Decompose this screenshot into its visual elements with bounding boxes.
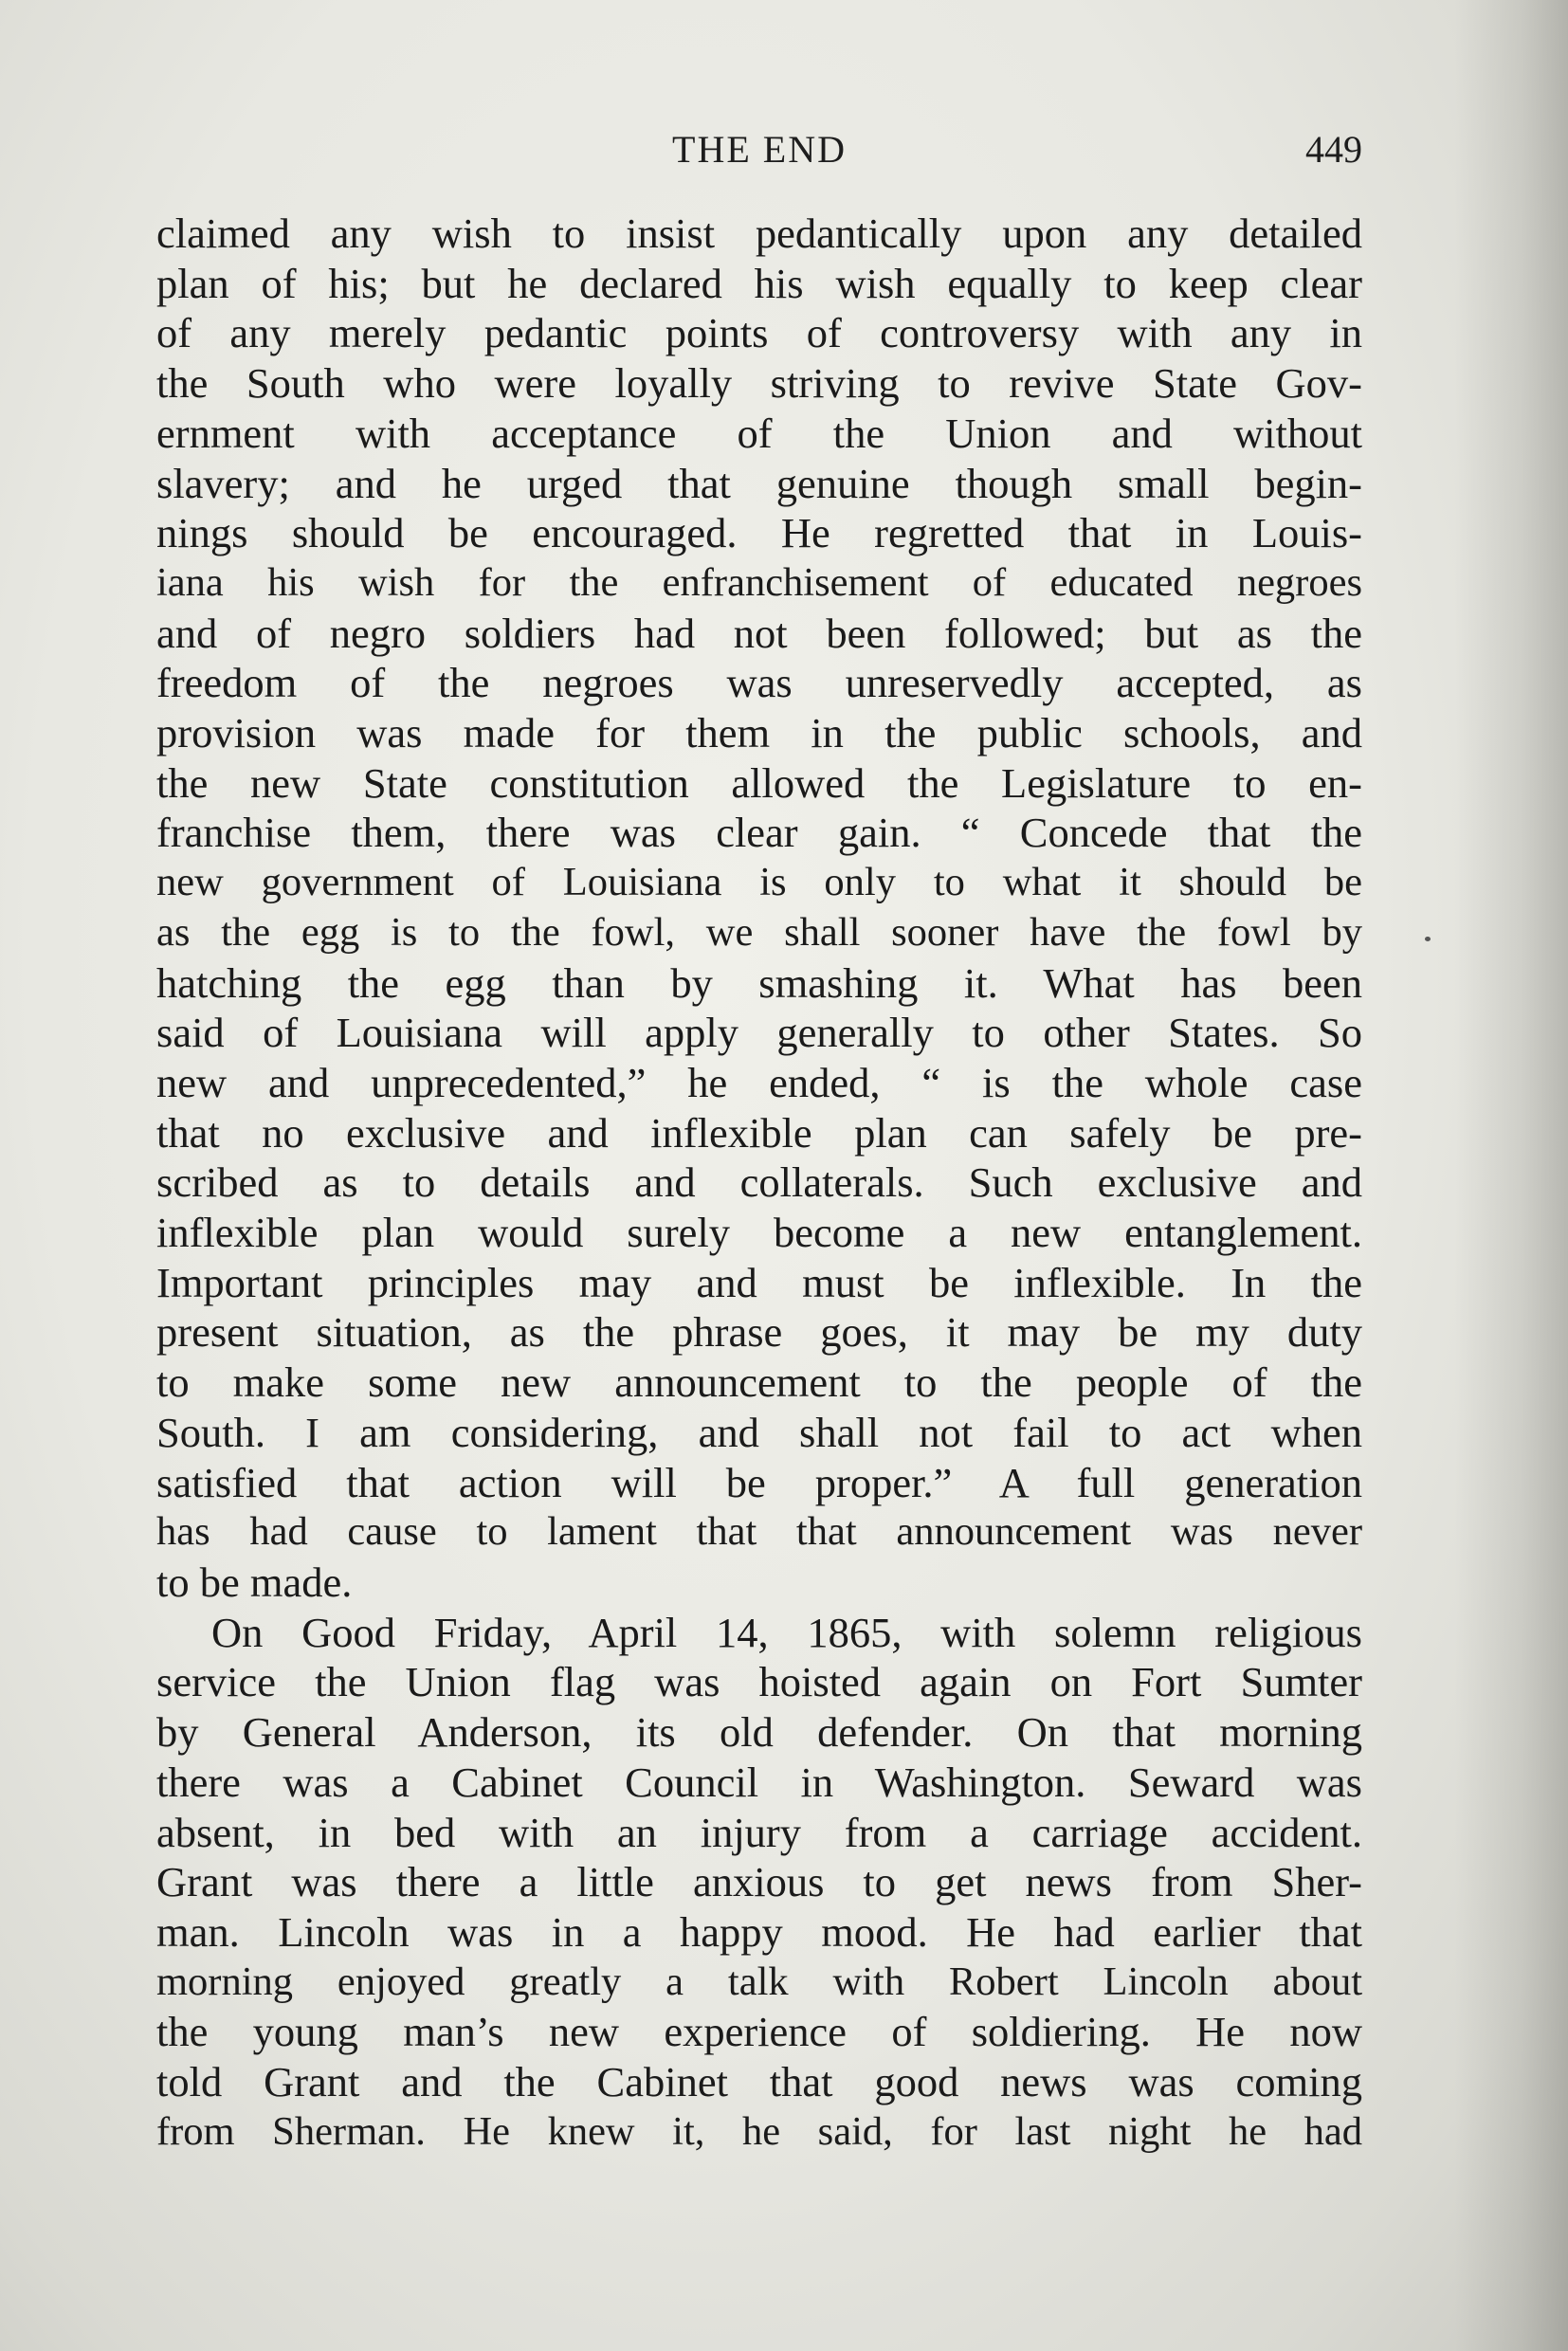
text-line: hatching the egg than by smashing it. What has been <box>156 958 1362 1007</box>
text-line: told Grant and the Cabinet that good news was coming <box>156 2058 1362 2106</box>
text-line: nings should be encouraged. He regretted that in Louis- <box>156 509 1362 557</box>
text-line: said of Louisiana will apply generally to other States. So <box>156 1009 1362 1057</box>
text-line: to make some new announcement to the people of the <box>156 1358 1362 1407</box>
text-line: plan of his; but he declared his wish equally to keep clear <box>156 259 1362 307</box>
text-line: the new State constitution allowed the Legislature to en- <box>156 758 1362 807</box>
text-line: scribed as to details and collaterals. Such exclusive and <box>156 1158 1362 1207</box>
text-line: franchise them, there was clear gain. “ Concede that the <box>156 809 1362 857</box>
text-line: iana his wish for the enfranchisement of educated negroes <box>156 559 1362 605</box>
text-line: the South who were loyally striving to revive State Gov- <box>156 359 1362 408</box>
text-line: new and unprecedented,” he ended, “ is the whole case <box>156 1058 1362 1106</box>
body-text <box>156 209 1362 2157</box>
text-line: Important principles may and must be inflexible. In the <box>156 1258 1362 1306</box>
text-line: South. I am considering, and shall not fail to act when <box>156 1408 1362 1456</box>
text-line: morning enjoyed greatly a talk with Robert Lincoln about <box>156 1959 1362 2004</box>
text-line: by General Anderson, its old defender. On that morning <box>156 1708 1362 1757</box>
text-line: to be made. <box>156 1558 353 1606</box>
text-line: as the egg is to the fowl, we shall sooner have the fowl by <box>156 909 1362 955</box>
text-line: there was a Cabinet Council in Washington. Seward was <box>156 1758 1362 1806</box>
paper-speck <box>1425 937 1431 941</box>
text-line: claimed any wish to insist pedantically upon any detailed <box>156 210 1362 257</box>
text-line: present situation, as the phrase goes, it may be my duty <box>156 1308 1362 1357</box>
text-line: ernment with acceptance of the Union and without <box>156 409 1362 457</box>
running-head: THE END <box>672 128 847 171</box>
text-line: absent, in bed with an injury from a carriage accident. <box>156 1808 1362 1856</box>
text-line: slavery; and he urged that genuine though small begin- <box>156 459 1362 507</box>
text-line: service the Union flag was hoisted again on Fort Sumter <box>156 1658 1362 1706</box>
text-line: man. Lincoln was in a happy mood. He had earlier that <box>156 1907 1362 1956</box>
text-line: has had cause to lament that that announcement was never <box>156 1509 1362 1555</box>
text-line: of any merely pedantic points of controversy with any in <box>156 309 1362 357</box>
text-line: inflexible plan would surely become a new entanglement. <box>156 1209 1362 1257</box>
text-line: freedom of the negroes was unreservedly accepted, as <box>156 659 1362 707</box>
text-line: from Sherman. He knew it, he said, for last night he had <box>156 2108 1362 2154</box>
text-line: that no exclusive and inflexible plan can safely be pre- <box>156 1108 1362 1157</box>
text-line: On Good Friday, April 14, 1865, with solemn religious <box>211 1608 1362 1656</box>
text-line: and of negro soldiers had not been followed; but as the <box>156 609 1362 657</box>
page-number: 449 <box>1305 128 1362 171</box>
text-line: the young man’s new experience of soldiering. He now <box>156 2008 1362 2056</box>
text-line: satisfied that action will be proper.” A full generation <box>156 1458 1362 1506</box>
text-line: new government of Louisiana is only to what it should be <box>156 860 1362 905</box>
paragraph <box>156 1608 1362 2158</box>
text-line: provision was made for them in the public schools, and <box>156 709 1362 757</box>
page-header <box>156 121 1362 178</box>
paragraph <box>156 209 1362 1608</box>
text-line: Grant was there a little anxious to get news from Sher- <box>156 1858 1362 1906</box>
